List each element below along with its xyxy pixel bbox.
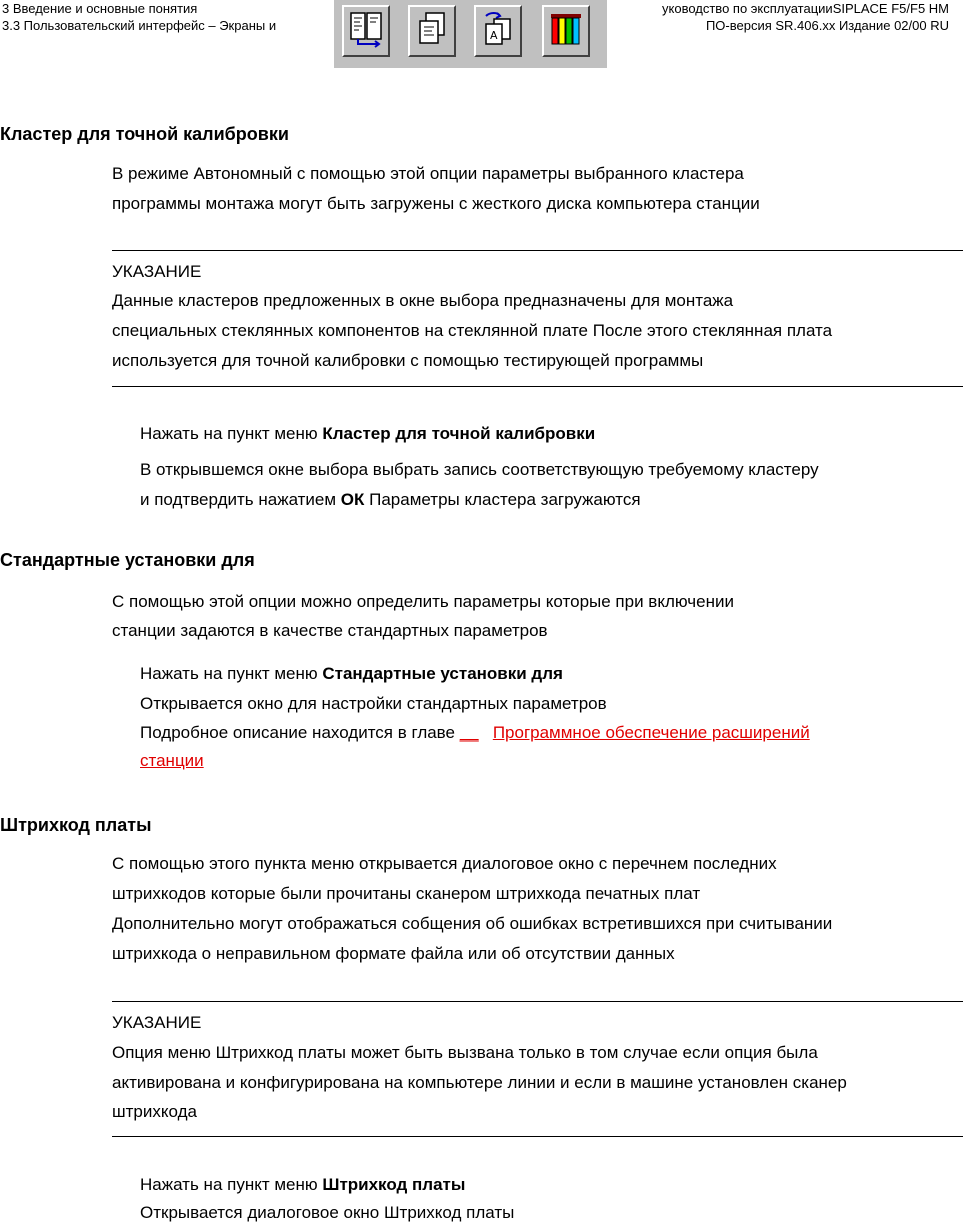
step-text: Нажать на пункт меню <box>140 1175 323 1194</box>
header-chapter: 3 Введение и основные понятия <box>2 1 198 16</box>
paragraph-line: программы монтажа могут быть загружены с жесткого диска компьютера станции <box>112 194 760 213</box>
note-title: УКАЗАНИЕ <box>112 262 202 281</box>
menu-item-reference: Кластер для точной калибровки <box>322 424 596 443</box>
page-navigation-icon <box>414 10 450 53</box>
note-line: специальных стеклянных компонентов на стеклянной плате После этого стеклянная плата <box>112 321 833 340</box>
header-section: 3.3 Пользовательский интерфейс – Экраны и <box>2 18 277 33</box>
instruction-step <box>140 718 810 748</box>
note-line: Опция меню Штрихкод платы может быть вызвана только в том случае если опция была <box>112 1043 818 1062</box>
step-text: Подробное описание находится в главе <box>140 723 460 742</box>
instruction-step <box>140 419 595 449</box>
page-button[interactable] <box>408 5 456 57</box>
note-line: активирована и конфигурирована на компьютере линии и если в машине установлен сканер <box>112 1073 847 1092</box>
instruction-step: Открывается диалоговое окно Штрихкод платы <box>140 1203 515 1222</box>
section-heading-calibration-cluster: Кластер для точной калибровки <box>0 124 289 144</box>
section-heading-default-settings: Стандартные установки для <box>0 550 255 570</box>
step-text: Параметры кластера загружаются <box>364 490 641 509</box>
note-divider-bottom <box>112 1136 963 1137</box>
svg-text:A: A <box>490 28 498 42</box>
paragraph-line: Дополнительно могут отображаться собщения об ошибках встретившихся при считывании <box>112 914 833 933</box>
note-line: используется для точной калибровки с помощью тестирующей программы <box>112 351 704 370</box>
instruction-step <box>140 485 641 515</box>
note-title: УКАЗАНИЕ <box>112 1013 202 1032</box>
note-line: штрихкода <box>112 1102 197 1121</box>
ok-reference: ОК <box>340 490 365 509</box>
menu-item-reference: Стандартные установки для <box>322 664 563 683</box>
paragraph-line: штрихкода о неправильном формате файла или об отсутствии данных <box>112 944 675 963</box>
menu-item-reference: Штрихкод платы <box>322 1175 466 1194</box>
note-divider-bottom <box>112 386 963 387</box>
chapter-link[interactable]: Программное обеспечение расширений <box>492 723 810 742</box>
step-text: Нажать на пункт меню <box>140 424 323 443</box>
header-manual-title: уководство по эксплуатацииSIPLACE F5/F5 HM <box>662 1 949 16</box>
library-books-icon <box>548 10 584 53</box>
paragraph-line: штрихкодов которые были прочитаны сканером штрихкода печатных плат <box>112 884 701 903</box>
paragraph-line: В режиме Автономный с помощью этой опции параметры выбранного кластера <box>112 164 744 183</box>
instruction-step <box>140 1170 465 1200</box>
instruction-step <box>140 659 563 689</box>
paragraph-line: С помощью этого пункта меню открывается диалоговое окно с перечнем последних <box>112 854 777 873</box>
header-version: ПО-версия SR.406.xx Издание 02/00 RU <box>705 18 949 33</box>
step-text: Нажать на пункт меню <box>140 664 323 683</box>
paragraph-line: С помощью этой опции можно определить параметры которые при включении <box>112 592 734 611</box>
chapter-link[interactable]: станции <box>140 751 204 770</box>
instruction-step: Открывается окно для настройки стандартных параметров <box>140 694 607 713</box>
note-divider-top <box>112 1001 963 1002</box>
library-button[interactable] <box>542 5 590 57</box>
navigation-toolbar <box>334 0 607 68</box>
note-divider-top <box>112 250 963 251</box>
chapter-link[interactable]: __ <box>459 723 479 742</box>
paragraph-line: станции задаются в качестве стандартных параметров <box>112 621 548 640</box>
section-heading-board-barcode: Штрихкод платы <box>0 815 152 835</box>
search-button[interactable] <box>474 5 522 57</box>
contents-button[interactable] <box>342 5 390 57</box>
search-icon <box>480 10 516 53</box>
step-text: и подтвердить нажатием <box>140 490 341 509</box>
note-line: Данные кластеров предложенных в окне выбора предназначены для монтажа <box>112 291 734 310</box>
table-of-contents-icon <box>348 10 384 53</box>
instruction-step <box>140 746 204 776</box>
instruction-step: В открывшемся окне выбора выбрать запись соответствующую требуемому кластеру <box>140 460 819 479</box>
